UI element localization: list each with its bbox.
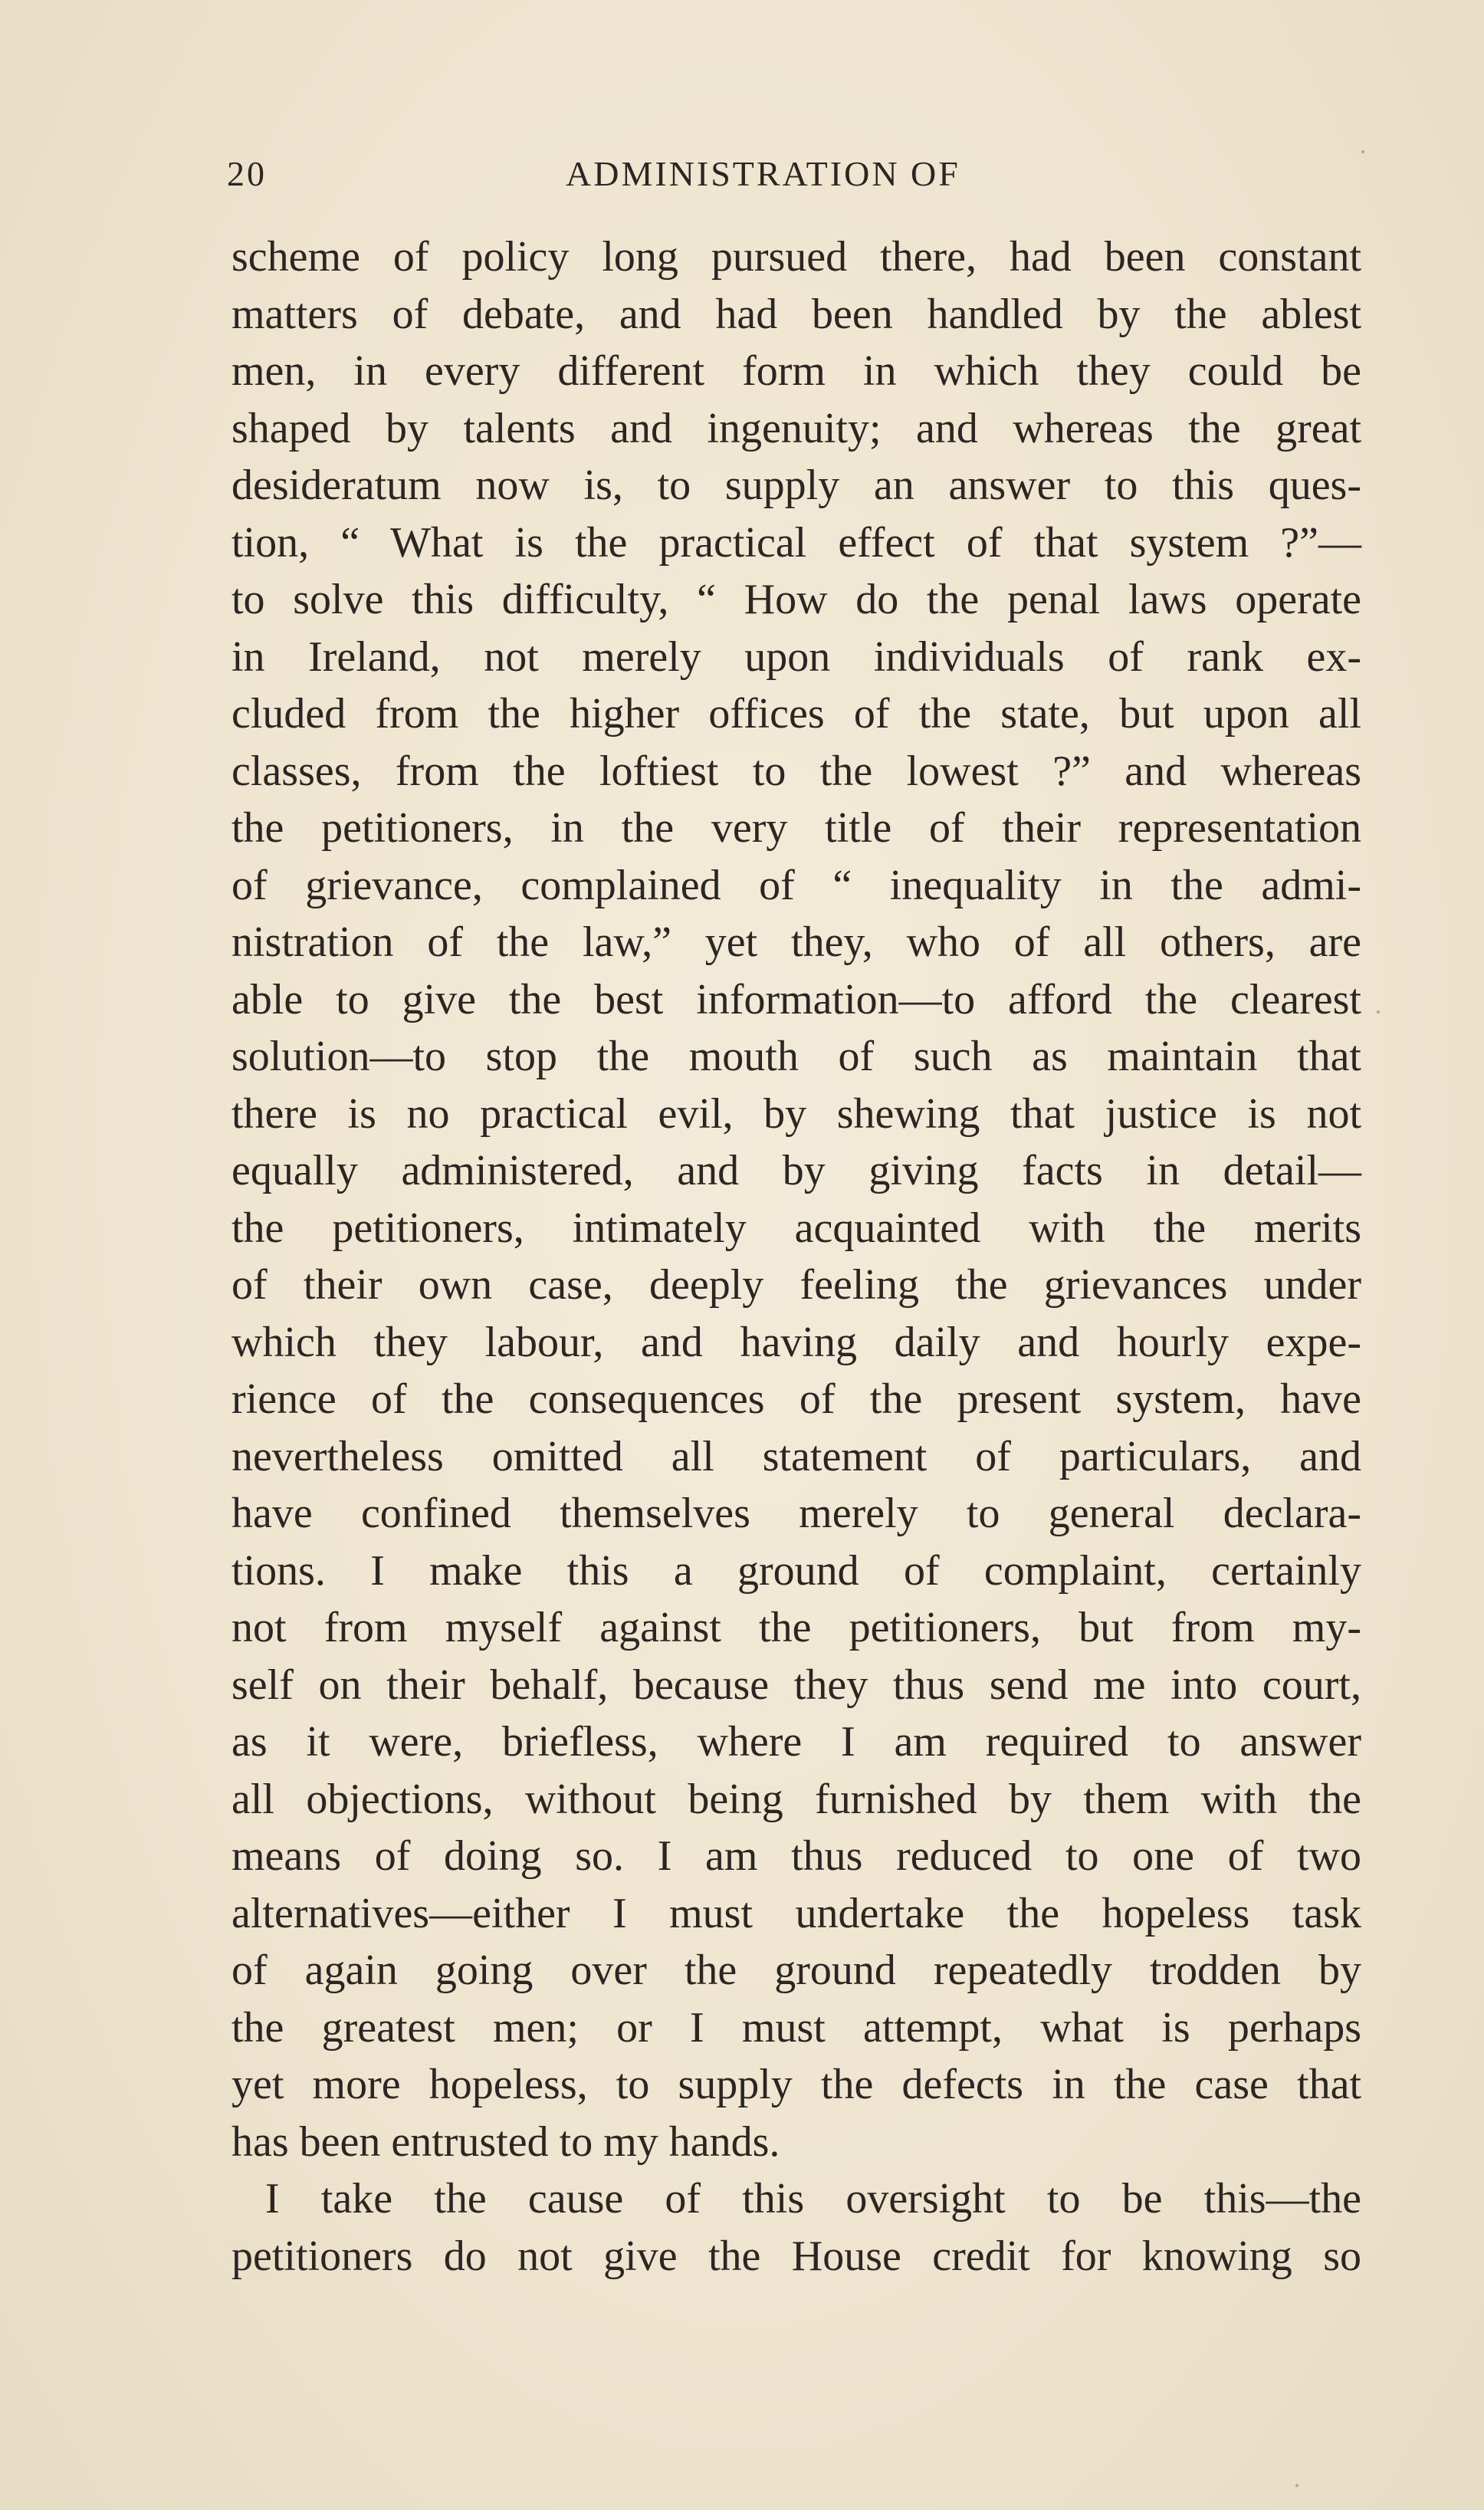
- text-line: which they labour, and having daily and hourly expe-: [231, 1318, 1361, 1366]
- text-line: petitioners do not give the House credit for knowing so: [231, 2232, 1361, 2280]
- text-line: men, in every different form in which they could be: [231, 347, 1361, 395]
- text-line: has been entrusted to my hands.: [231, 2117, 780, 2166]
- text-line: means of doing so. I am thus reduced to one of two: [231, 1832, 1361, 1880]
- running-head: [227, 153, 1361, 207]
- text-line: tions. I make this a ground of complaint, certainly: [231, 1546, 1361, 1595]
- running-title: ADMINISTRATION OF: [566, 154, 960, 193]
- text-line: the petitioners, intimately acquainted with the merits: [231, 1204, 1361, 1252]
- text-line: yet more hopeless, to supply the defects in the case that: [231, 2061, 1361, 2108]
- text-line: solution—to stop the mouth of such as maintain that: [231, 1033, 1361, 1080]
- text-line: self on their behalf, because they thus send me into court,: [231, 1661, 1361, 1709]
- text-line: equally administered, and by giving facts in detail—: [231, 1147, 1361, 1194]
- paragraph-start-line: I take the cause of this oversight to be this—the: [265, 2175, 1361, 2223]
- text-line: the petitioners, in the very title of their representation: [231, 804, 1361, 852]
- text-line: nevertheless omitted all statement of particulars, and: [231, 1432, 1361, 1480]
- paper-speck: [1361, 150, 1364, 153]
- text-line: nistration of the law,” yet they, who of all others, are: [231, 918, 1361, 966]
- text-line: to solve this difficulty, “ How do the penal laws operate: [231, 576, 1361, 623]
- text-line: alternatives—either I must undertake the hopeless task: [231, 1889, 1361, 1937]
- text-line: in Ireland, not merely upon individuals of rank ex-: [231, 632, 1361, 681]
- text-line: of again going over the ground repeatedly trodden by: [231, 1947, 1361, 1994]
- text-line: have confined themselves merely to general declara-: [231, 1490, 1361, 1537]
- text-line: of grievance, complained of “ inequality in the admi-: [231, 861, 1361, 909]
- text-line: scheme of policy long pursued there, had been constant: [231, 233, 1361, 281]
- body-text: [231, 228, 1361, 2285]
- text-line: cluded from the higher offices of the state, but upon all: [231, 690, 1361, 738]
- text-line: of their own case, deeply feeling the grievances under: [231, 1261, 1361, 1309]
- page-number: 20: [227, 154, 267, 193]
- text-line: not from myself against the petitioners, but from my-: [231, 1604, 1361, 1651]
- text-line: the greatest men; or I must attempt, what is perhaps: [231, 2003, 1361, 2052]
- text-line: tion, “ What is the practical effect of that system ?”—: [231, 518, 1361, 567]
- paper-speck: [1295, 2484, 1298, 2487]
- text-line: all objections, without being furnished by them with the: [231, 1775, 1361, 1823]
- text-line: desideratum now is, to supply an answer to this ques-: [231, 462, 1361, 509]
- text-line: as it were, briefless, where I am required to answer: [231, 1718, 1361, 1766]
- text-line: able to give the best information—to afford the clearest: [231, 975, 1361, 1023]
- text-line: rience of the consequences of the present system, have: [231, 1375, 1361, 1423]
- text-line: matters of debate, and had been handled by the ablest: [231, 290, 1361, 338]
- paper-speck: [1377, 1010, 1380, 1014]
- text-line: shaped by talents and ingenuity; and whereas the great: [231, 404, 1361, 452]
- text-line: classes, from the loftiest to the lowest ?” and whereas: [231, 747, 1361, 795]
- text-line: there is no practical evil, by shewing that justice is not: [231, 1089, 1361, 1138]
